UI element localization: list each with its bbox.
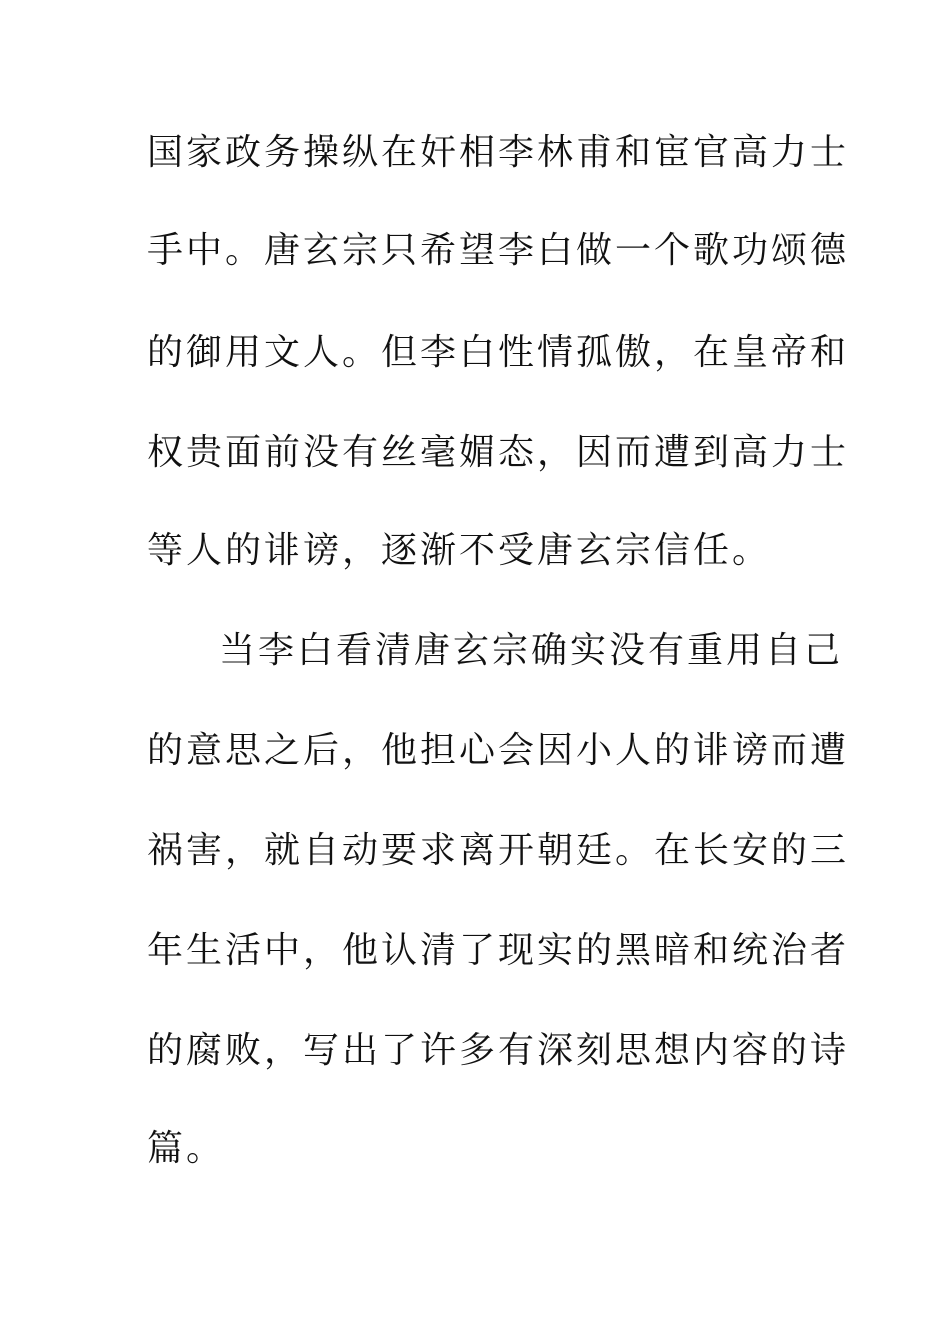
paragraph-first-line: 当李白看清唐玄宗确实没有重用自己 xyxy=(219,630,844,671)
text-line: 祸害，就自动要求离开朝廷。在长安的三 xyxy=(147,830,850,871)
text-line: 篇。 xyxy=(147,1128,226,1169)
text-line: 的意思之后，他担心会因小人的诽谤而遭 xyxy=(147,730,850,771)
text-line: 等人的诽谤，逐渐不受唐玄宗信任。 xyxy=(147,530,772,571)
text-line: 国家政务操纵在奸相李林甫和宦官高力士 xyxy=(147,132,850,173)
text-line: 年生活中，他认清了现实的黑暗和统治者 xyxy=(147,930,850,971)
text-line: 手中。唐玄宗只希望李白做一个歌功颂德 xyxy=(147,230,850,271)
text-line: 的御用文人。但李白性情孤傲，在皇帝和 xyxy=(147,332,850,373)
text-line: 的腐败，写出了许多有深刻思想内容的诗 xyxy=(147,1030,850,1071)
text-line: 权贵面前没有丝毫媚态，因而遭到高力士 xyxy=(147,432,850,473)
